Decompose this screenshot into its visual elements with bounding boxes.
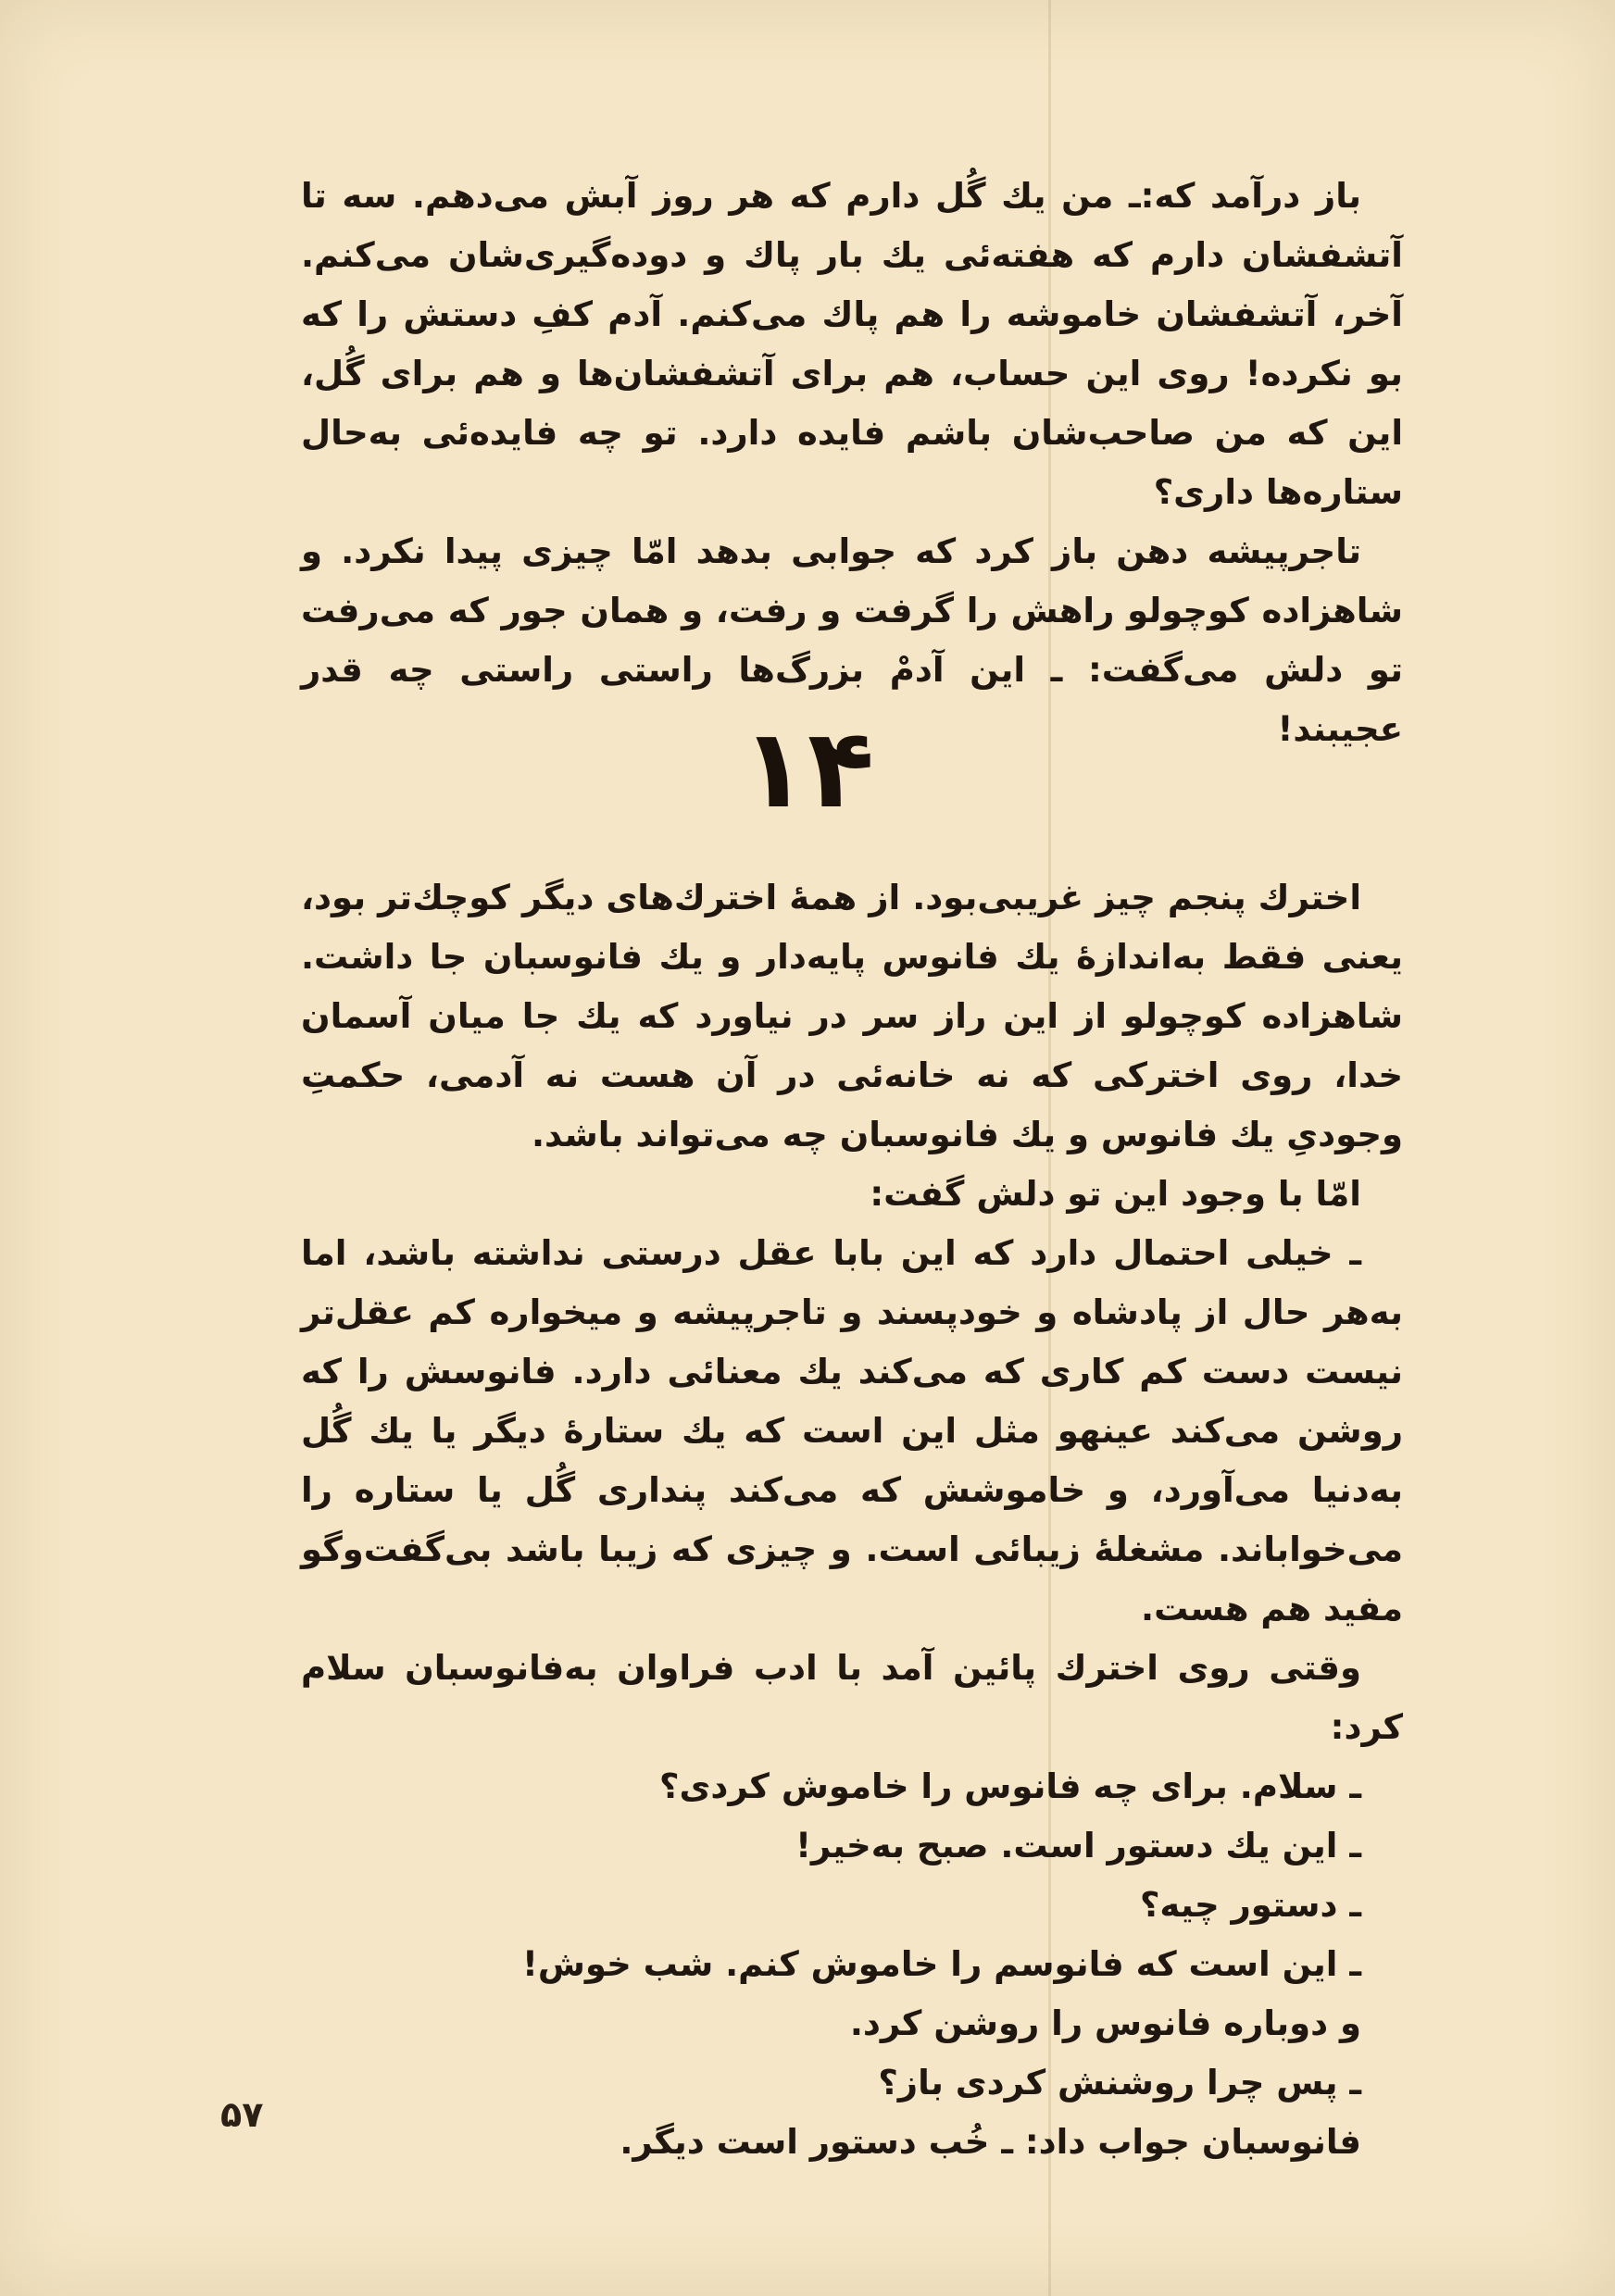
paragraph: باز درآمد که:ـ من یك گُل دارم که هر روز آبش می‌دهم. سه تا آتشفشان دارم که هفته‌ئی یك بار پاك و دوده‌گیری‌شان می‌کنم. آخر، آتشفشان خاموشه را هم پاك می‌کنم. آدم کفِ دستش را که بو نکرده! روی این حساب، هم برای آتشفشان‌ها و هم برای گُل، این که من صاحب‌شان باشم فایده دارد. تو چه فایده‌ئی به‌حال ستاره‌ها داری؟ bbox=[301, 176, 1403, 512]
page-number: ۵۷ bbox=[220, 2094, 264, 2135]
dialogue-line: ـ سلام. برای چه فانوس را خاموش کردی؟ bbox=[659, 1766, 1361, 1806]
top-text-block bbox=[301, 167, 1403, 759]
dialogue-line: و دوباره فانوس را روشن کرد. bbox=[849, 2003, 1361, 2043]
paragraph: وقتی روی اخترك پائین آمد با ادب فراوان به‌فانوسبان سلام کرد: bbox=[301, 1648, 1403, 1747]
dialogue-line: ـ این یك دستور است. صبح به‌خیر! bbox=[795, 1826, 1361, 1866]
dialogue-line: ـ پس چرا روشنش کردی باز؟ bbox=[878, 2063, 1361, 2103]
chapter-text-block bbox=[301, 868, 1403, 2172]
dialogue-line: ـ این است که فانوسم را خاموش کنم. شب خوش! bbox=[522, 1944, 1361, 1984]
paragraph: ـ خیلی احتمال دارد که این بابا عقل درستی نداشته باشد، اما به‌هر حال از پادشاه و خودپسند و تاجرپیشه و میخواره کم عقل‌تر نیست دست کم کاری که می‌کند یك معنائی دارد. فانوسش را که روشن می‌کند عینهو مثل این است که یك ستارهٔ دیگر یا یك گُل به‌دنیا می‌آورد، و خاموشش که می‌کند پنداری گُل یا ستاره را می‌خواباند. مشغلهٔ زیبائی است. و چیزی که زیبا باشد بی‌گفت‌وگو مفید هم هست. bbox=[301, 1233, 1403, 1628]
paragraph: امّا با وجود این تو دلش گفت: bbox=[870, 1174, 1361, 1214]
dialogue-line: ـ دستور چیه؟ bbox=[1139, 1885, 1361, 1925]
dialogue-line: فانوسبان جواب داد: ـ خُب دستور است دیگر. bbox=[620, 2122, 1361, 2162]
chapter-number: ۱۴ bbox=[740, 705, 875, 832]
paragraph: تاجرپیشه دهن باز کرد که جوابی بدهد امّا چیزی پیدا نکرد. و شاهزاده کوچولو راهش را گرفت و رفت، و همان جور که می‌رفت تو دلش می‌گفت: ـ این آدمْ بزرگ‌ها راستی راستی چه قدر عجیبند! bbox=[301, 531, 1403, 749]
paragraph: اخترك پنجم چیز غریبی‌بود. از همهٔ اخترك‌های دیگر کوچك‌تر بود، یعنی فقط به‌اندازهٔ یك فانوس پایه‌دار و یك فانوسبان جا داشت. شاهزاده کوچولو از این راز سر در نیاورد که یك جا میان آسمان خدا، روی اخترکی که نه خانه‌ئی در آن هست نه آدمی، حکمتِ وجودیِ یك فانوس و یك فانوسبان چه می‌تواند باشد. bbox=[301, 878, 1403, 1154]
